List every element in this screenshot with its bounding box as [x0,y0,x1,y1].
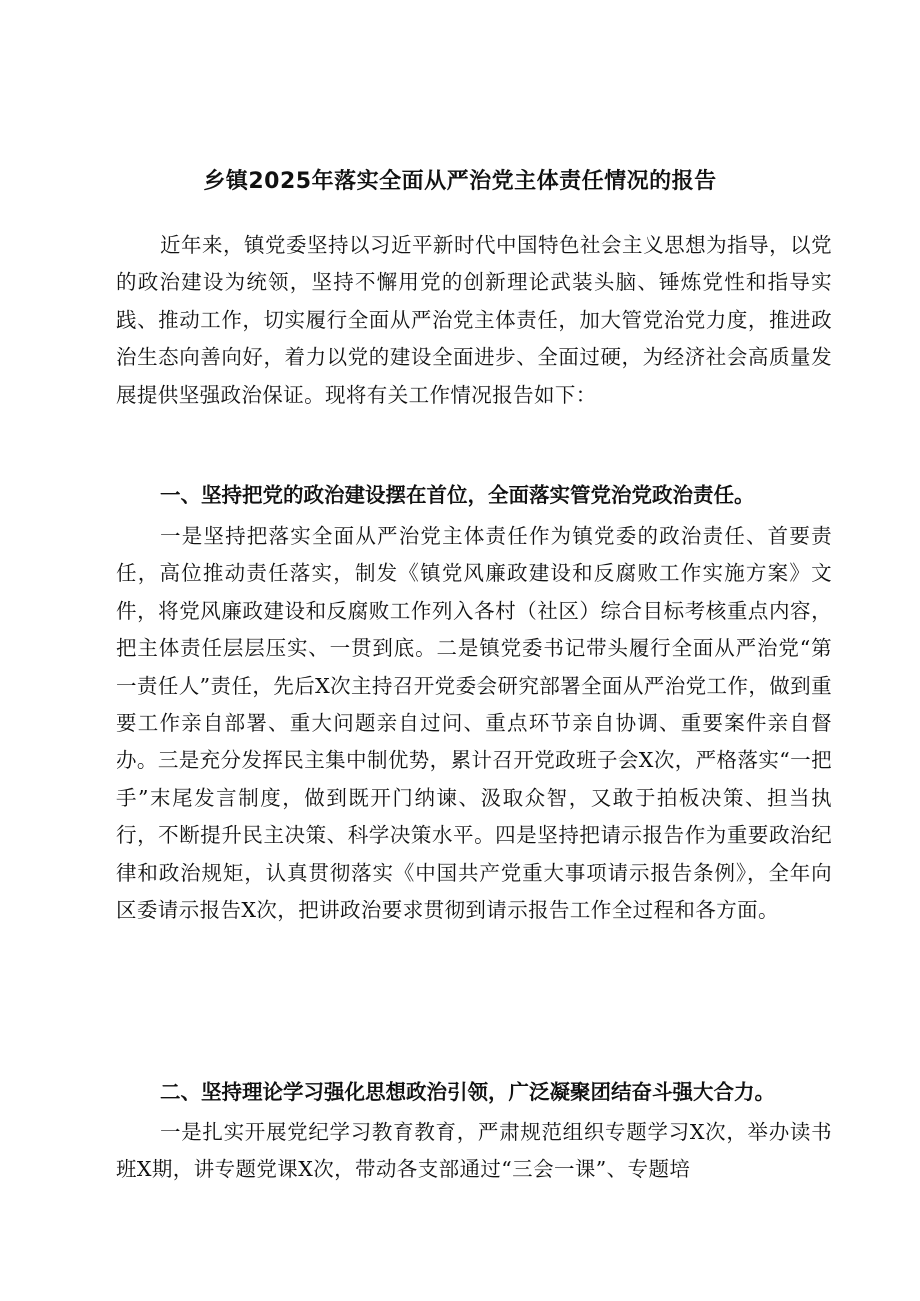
section-heading-1: 一、坚持把党的政治建设摆在首位，全面落实管党治党政治责任。 [160,483,755,507]
intro-paragraph: 近年来，镇党委坚持以习近平新时代中国特色社会主义思想为指导，以党的政治建设为统领，坚持不懈用党的创新理论武装头脑、锤炼党性和指导实践、推动工作，切实履行全面从严治党主体责任，加大管党治党力度，推进政治生态向善向好，着力以党的建设全面进步、全面过硬，为经济社会高质量发展提供坚强政治保证。现将有关工作情况报告如下： [116,233,832,407]
section-paragraph-1: 一是坚持把落实全面从严治党主体责任作为镇党委的政治责任、首要责任，高位推动责任落实，制发《镇党风廉政建设和反腐败工作实施方案》文件，将党风廉政建设和反腐败工作列入各村（社区）综合目标考核重点内容，把主体责任层层压实、一贯到底。二是镇党委书记带头履行全面从严治党“第一责任人”责任，先后X次主持召开党委会研究部署全面从严治党工作，做到重要工作亲自部署、重大问题亲自过问、重点环节亲自协调、重要案件亲自督办。三是充分发挥民主集中制优势，累计召开党政班子会X次，严格落实“一把手”末尾发言制度，做到既开门纳谏、汲取众智，又敢于拍板决策、担当执行，不断提升民主决策、科学决策水平。四是坚持把请示报告作为重要政治纪律和政治规矩，认真贯彻落实《中国共产党重大事项请示报告条例》，全年向区委请示报告X次，把讲政治要求贯彻到请示报告工作全过程和各方面。 [116,524,832,923]
document-title: 乡镇2025年落实全面从严治党主体责任情况的报告 [203,169,717,194]
section-heading-2: 二、坚持理论学习强化思想政治引领，广泛凝聚团结奋斗强大合力。 [160,1080,775,1104]
section-paragraph-2: 一是扎实开展党纪学习教育教育，严肃规范组织专题学习X次，举办读书班X期，讲专题党课X次，带动各支部通过“三会一课”、专题培 [116,1120,832,1182]
